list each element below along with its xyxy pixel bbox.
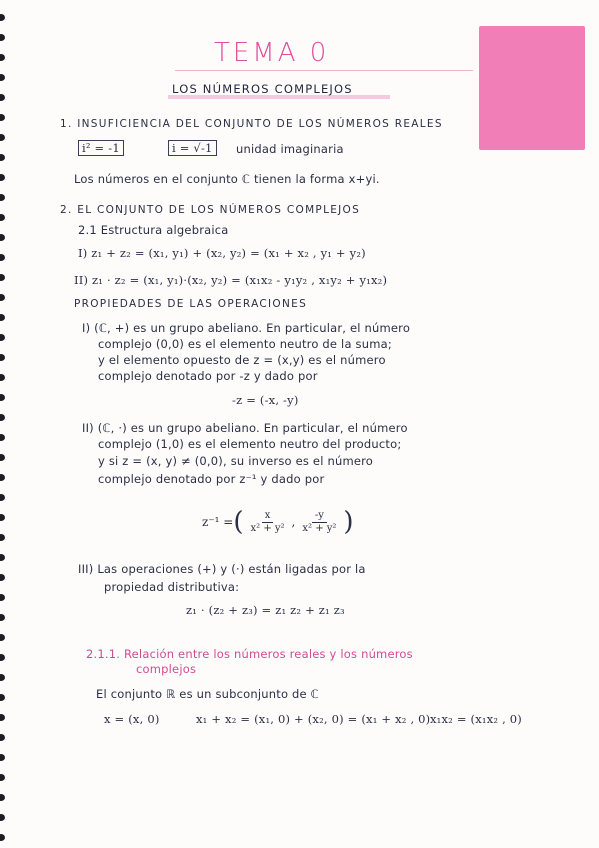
binding-hole [0, 274, 5, 281]
property2-line4: complejo denotado por z⁻¹ y dado por [98, 472, 325, 486]
properties-heading: PROPIEDADES DE LAS OPERACIONES [74, 298, 308, 310]
boxed-formula-i: i = √-1 [168, 140, 217, 156]
operation-sum: I) z₁ + z₂ = (x₁, y₁) + (x₂, y₂) = (x₁ + x₂ , y₁ + y₂) [78, 246, 366, 260]
binding-hole [0, 414, 5, 421]
section2-heading: 2. EL CONJUNTO DE LOS NÚMEROS COMPLEJOS [60, 204, 361, 216]
binding-hole [0, 754, 5, 761]
binding-hole [0, 254, 5, 261]
binding-hole [0, 554, 5, 561]
property1-line1: I) (ℂ, +) es un grupo abeliano. En particular, el número [82, 321, 411, 335]
property2-line3: y si z = (x, y) ≠ (0,0), su inverso es el número [98, 454, 374, 468]
binding-hole [0, 734, 5, 741]
binding-hole [0, 394, 5, 401]
binding-hole [0, 234, 5, 241]
binding-hole [0, 74, 5, 81]
fraction-numerator: x [262, 510, 274, 523]
property3-line2: propiedad distributiva: [104, 580, 240, 594]
fraction-denominator: x² + y² [302, 522, 337, 534]
property3-line1: III) Las operaciones (+) y (·) están ligadas por la [78, 562, 366, 576]
spiral-binding [0, 0, 16, 848]
inverse-close-paren: ) [343, 507, 354, 537]
subsection-211-line1: 2.1.1. Relación entre los números reales y los números [86, 647, 413, 661]
binding-hole [0, 154, 5, 161]
section2-sub-heading: 2.1 Estructura algebraica [78, 223, 229, 237]
inverse-fraction-y [299, 510, 339, 535]
binding-hole [0, 674, 5, 681]
binding-hole [0, 14, 5, 21]
binding-hole [0, 434, 5, 441]
property1-line4: complejo denotado por -z y dado por [98, 369, 318, 383]
binding-hole [0, 214, 5, 221]
binding-hole [0, 94, 5, 101]
section1-heading: 1. INSUFICIENCIA DEL CONJUNTO DE LOS NÚMEROS REALES [60, 118, 443, 130]
subsection-211-line2: complejos [136, 662, 197, 676]
property3-formula: z₁ · (z₂ + z₃) = z₁ z₂ + z₁ z₃ [186, 603, 345, 617]
binding-hole [0, 54, 5, 61]
binding-hole [0, 294, 5, 301]
inverse-lhs: z⁻¹ = [202, 515, 234, 529]
fraction-numerator: -y [312, 510, 327, 523]
binding-hole [0, 314, 5, 321]
binding-hole [0, 774, 5, 781]
property2-line1: II) (ℂ, ·) es un grupo abeliano. En particular, el número [82, 421, 408, 435]
binding-hole [0, 174, 5, 181]
property1-line2: complejo (0,0) es el elemento neutro de la suma; [98, 337, 392, 351]
binding-hole [0, 34, 5, 41]
binding-hole [0, 374, 5, 381]
reals-formula-3: x₁x₂ = (x₁x₂ , 0) [430, 712, 522, 726]
inverse-formula [202, 508, 354, 536]
binding-hole [0, 494, 5, 501]
binding-hole [0, 474, 5, 481]
section1-box2-note: unidad imaginaria [236, 142, 344, 156]
binding-hole [0, 814, 5, 821]
section1-line: Los números en el conjunto ℂ tienen la forma x+yi. [74, 172, 380, 186]
binding-hole [0, 574, 5, 581]
binding-hole [0, 794, 5, 801]
binding-hole [0, 334, 5, 341]
boxed-formula-i-squared: i² = -1 [78, 140, 124, 156]
property2-line2: complejo (1,0) es el elemento neutro del producto; [98, 437, 402, 451]
binding-hole [0, 634, 5, 641]
fraction-denominator: x² + y² [250, 522, 285, 534]
section1-box1 [78, 141, 124, 155]
binding-hole [0, 694, 5, 701]
section1-box2 [168, 141, 217, 155]
binding-hole [0, 834, 5, 841]
operation-product: II) z₁ · z₂ = (x₁, y₁)·(x₂, y₂) = (x₁x₂ - y₁y₂ , x₁y₂ + y₁x₂) [74, 273, 388, 287]
inverse-open-paren: ( [233, 507, 244, 537]
title-underline [175, 70, 473, 71]
binding-hole [0, 114, 5, 121]
binding-hole [0, 454, 5, 461]
binding-hole [0, 134, 5, 141]
binding-hole [0, 354, 5, 361]
binding-hole [0, 714, 5, 721]
binding-hole [0, 534, 5, 541]
binding-hole [0, 594, 5, 601]
binding-hole [0, 514, 5, 521]
reals-formula-1: x = (x, 0) [104, 712, 160, 726]
property1-formula: -z = (-x, -y) [232, 393, 299, 407]
sticky-note [479, 26, 585, 150]
binding-hole [0, 614, 5, 621]
reals-subset-line: El conjunto ℝ es un subconjunto de ℂ [96, 687, 319, 701]
page-subtitle: LOS NÚMEROS COMPLEJOS [172, 82, 353, 96]
inverse-fraction-x [248, 510, 288, 535]
inverse-separator: , [291, 515, 296, 529]
property1-line3: y el elemento opuesto de z = (x,y) es el número [98, 353, 386, 367]
reals-formula-2: x₁ + x₂ = (x₁, 0) + (x₂, 0) = (x₁ + x₂ , 0) [196, 712, 431, 726]
binding-hole [0, 194, 5, 201]
binding-hole [0, 654, 5, 661]
page-title: TEMA 0 [214, 38, 330, 68]
